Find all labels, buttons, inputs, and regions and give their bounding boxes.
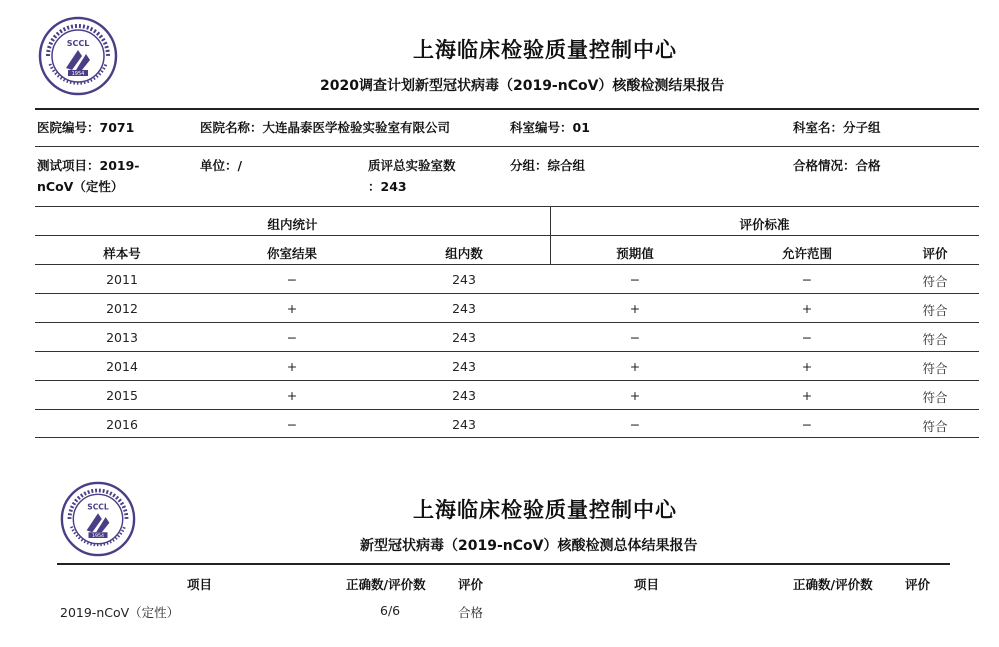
unit: 单位：/	[200, 158, 243, 173]
cell-evaluation: 符合	[922, 361, 948, 376]
cell-allowed-range: −	[801, 272, 813, 287]
cell-group-count: 243	[452, 272, 476, 287]
cell-evaluation: 符合	[922, 332, 948, 347]
summary-column-header-correct-count: 正确数/评价数	[346, 577, 426, 592]
total-lab-count-value: ：243	[368, 179, 407, 194]
row-rule	[35, 409, 979, 410]
table-bottom-rule	[35, 437, 979, 438]
column-header-expected-value: 预期值	[616, 246, 654, 261]
cell-allowed-range: +	[801, 301, 813, 316]
column-header-sample-no: 样本号	[103, 246, 141, 261]
table-row	[35, 353, 979, 382]
table-row	[35, 266, 979, 295]
cell-allowed-range: +	[801, 388, 813, 403]
cell-allowed-range: −	[801, 417, 813, 432]
summary-column-header-evaluation-2: 评价	[905, 577, 931, 592]
summary-column-header-item: 项目	[187, 577, 213, 592]
summary-cell-evaluation: 合格	[458, 605, 484, 620]
cell-evaluation: 符合	[922, 303, 948, 318]
column-header-lab-result: 你室结果	[266, 246, 317, 261]
column-header-evaluation: 评价	[922, 246, 948, 261]
row-rule	[35, 380, 979, 381]
summary-report-title: 上海临床检验质量控制中心	[413, 498, 677, 522]
total-lab-count	[368, 155, 456, 197]
table-top-rule	[35, 206, 979, 207]
department-number: 科室编号：01	[510, 120, 590, 135]
cell-group-count: 243	[452, 301, 476, 316]
summary-header-rule	[57, 563, 950, 565]
sccl-logo-seal	[38, 16, 118, 96]
cell-evaluation: 符合	[922, 419, 948, 434]
cell-sample-no: 2011	[106, 272, 138, 287]
cell-lab-result: −	[286, 330, 298, 345]
group-header-internal-stats: 组内统计	[267, 217, 318, 232]
cell-expected-value: +	[629, 301, 641, 316]
cell-lab-result: +	[286, 359, 298, 374]
table-row	[35, 295, 979, 324]
summary-column-header-correct-count-2: 正确数/评价数	[793, 577, 873, 592]
summary-cell-correct-count: 6/6	[380, 603, 401, 618]
row-rule	[35, 322, 979, 323]
cell-sample-no: 2014	[106, 359, 138, 374]
table-row	[35, 324, 979, 353]
hospital-number: 医院编号：7071	[37, 120, 135, 135]
header-rule	[35, 108, 979, 110]
summary-column-header-evaluation: 评价	[458, 577, 484, 592]
report-title: 上海临床检验质量控制中心	[413, 38, 677, 62]
svg-text:SCCL: SCCL	[66, 39, 90, 48]
sccl-logo-seal	[60, 481, 136, 557]
cell-lab-result: +	[286, 388, 298, 403]
table-row	[35, 411, 979, 440]
cell-allowed-range: +	[801, 359, 813, 374]
cell-evaluation: 符合	[922, 390, 948, 405]
row-rule	[35, 351, 979, 352]
hospital-name: 医院名称：大连晶泰医学检验实验室有限公司	[200, 120, 451, 135]
test-item-line2: nCoV（定性）	[37, 179, 124, 194]
cell-expected-value: −	[629, 330, 641, 345]
column-header-allowed-range: 允许范围	[781, 246, 832, 261]
cell-group-count: 243	[452, 417, 476, 432]
total-lab-count-label: 质评总实验室数	[368, 158, 456, 173]
table-row	[35, 382, 979, 411]
cell-sample-no: 2013	[106, 330, 138, 345]
cell-sample-no: 2012	[106, 301, 138, 316]
svg-text:1954: 1954	[91, 534, 105, 540]
report-subtitle: 2020调查计划新型冠状病毒（2019-nCoV）核酸检测结果报告	[320, 78, 725, 94]
info-divider	[35, 146, 979, 147]
cell-lab-result: −	[286, 417, 298, 432]
summary-column-header-item-2: 项目	[634, 577, 660, 592]
cell-allowed-range: −	[801, 330, 813, 345]
group-header-evaluation-criteria: 评价标准	[739, 217, 790, 232]
cell-group-count: 243	[452, 330, 476, 345]
cell-evaluation: 符合	[922, 274, 948, 289]
cell-group-count: 243	[452, 388, 476, 403]
cell-sample-no: 2015	[106, 388, 138, 403]
svg-text:1954: 1954	[71, 71, 85, 77]
group: 分组：综合组	[510, 158, 586, 173]
summary-cell-item: 2019-nCoV（定性）	[60, 605, 180, 620]
cell-expected-value: +	[629, 388, 641, 403]
cell-expected-value: +	[629, 359, 641, 374]
cell-expected-value: −	[629, 417, 641, 432]
cell-lab-result: +	[286, 301, 298, 316]
cell-lab-result: −	[286, 272, 298, 287]
test-item	[37, 155, 139, 197]
cell-group-count: 243	[452, 359, 476, 374]
department-name: 科室名：分子组	[793, 120, 881, 135]
svg-text:SCCL: SCCL	[87, 502, 109, 512]
cell-sample-no: 2016	[106, 417, 138, 432]
qualification-status: 合格情况：合格	[793, 158, 881, 173]
summary-report-subtitle: 新型冠状病毒（2019-nCoV）核酸检测总体结果报告	[360, 538, 698, 554]
row-rule	[35, 293, 979, 294]
table-subheader-rule	[35, 235, 979, 236]
column-header-group-count: 组内数	[445, 246, 483, 261]
table-header-bottom-rule	[35, 264, 979, 265]
test-item-line1: 测试项目：2019-	[37, 158, 140, 173]
cell-expected-value: −	[629, 272, 641, 287]
